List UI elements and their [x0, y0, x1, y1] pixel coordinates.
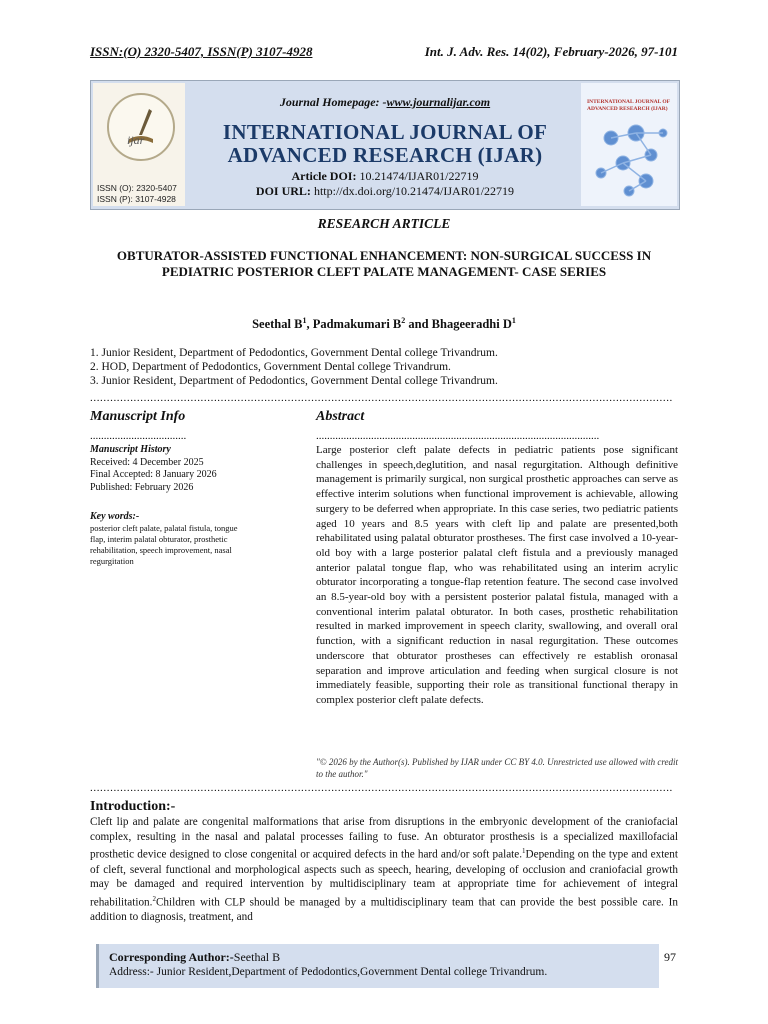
issn-header: ISSN:(O) 2320-5407, ISSN(P) 3107-4928	[90, 44, 313, 59]
article-title: OBTURATOR-ASSISTED FUNCTIONAL ENHANCEMENT: NON-SURGICAL SUCCESS IN PEDIATRIC POSTERIOR CLEFT PALATE MANAGEMENT- CASE SERIES	[116, 248, 652, 279]
article-type: RESEARCH ARTICLE	[317, 216, 451, 231]
journal-banner	[90, 80, 680, 210]
author: Padmakumari B	[312, 317, 402, 332]
running-header	[90, 44, 678, 60]
received-date: Received: 4 December 2025	[90, 456, 204, 468]
author: Bhageeradhi D	[431, 317, 512, 332]
doi-url-link[interactable]: http://dx.doi.org/10.21474/IJAR01/22719	[313, 184, 515, 198]
journal-title: INTERNATIONAL JOURNAL OF ADVANCED RESEARCH (IJAR)	[222, 120, 548, 167]
author: Seethal B	[252, 317, 303, 332]
keywords-heading: Key words:-	[90, 511, 140, 522]
abstract-text: Large posterior cleft palate defects in pediatric patients pose significant challenges in speech,deglutition, and nasal regurgitation. Although definitive management is primarily surgical, non surgical prosthetic approaches can serve as effective interim solutions when functional improvement is achievable, allowing surgery to be deferred when appropriate. In this case series, two pediatric patients aged 10 years and 8.5 years with cleft lip and palate are presented,both rehabilitated using palatal obturator prostheses. The first case involved a 10-year-old boy with a large posterior palatal cleft fistula and a previously managed anterior palatal tongue flap, who was rehabilitated using an interim acrylic obturator incorporating a tongue-flap retention feature. The second case involved an 8.5-year-old boy with a persistent posterior palatal fistula, managed with a conventional interim palatal obturator. In both cases, prosthetic rehabilitation resulted in marked improvement in speech clarity, swallowing, and overall oral function, with a significant reduction in nasal regurgitation. These outcomes underscore that obturator prostheses can effectively re establish oronasal separation and improve articulation and feeding when surgical closure is not immediately feasible, supporting their role as transitional functional therapy in complex posterior cleft palate defects.	[316, 444, 678, 706]
author-list: Seethal $B^1$, Padmakumari $B^2$ and Bhageeradhi $D^1$	[252, 316, 516, 332]
journal-reference: Int. J. Adv. Res. 14(02), February-2026, 97-101	[424, 44, 678, 59]
manuscript-info-heading: Manuscript Info	[90, 409, 186, 424]
introduction-text: Cleft lip and palate are congenital malformations that arise from disruptions in the embryonic development of the craniofacial complex, resulting in the nasal and palatal processes failing to fuse. An obturator prosthesis is a specialized maxillofacial prosthetic device designed to close congenital or acquired defects in the hard and/or soft palate.$^1$Depending on the type and extent of cleft, several functional and morphological aspects such as speech, hearing, developing of occlusion and craniofacial growth may be damaged and required intervention by multidisciplinary team at appropriate time for achievement of integral rehabilitation.$^2$Children with CLP should be managed by a multidisciplinary team that can provide the best possible care. In addition to diagnosis, treatment, and	[90, 816, 678, 924]
doi-block: Article DOI: 10.21474/IJAR01/22719 DOI URL: http://dx.doi.org/10.21474/IJAR01/22719	[255, 169, 515, 198]
corresponding-author: Corresponding Author:-Seethal B	[109, 950, 281, 964]
dotted-divider: ...................................	[90, 430, 187, 442]
affiliation: 2. HOD, Department of Pedodontics, Government Dental college Trivandrum.	[90, 361, 451, 373]
doi-value: 10.21474/IJAR01/22719	[359, 169, 479, 183]
accepted-date: Final Accepted: 8 January 2026	[90, 469, 217, 480]
dotted-divider: ..............................................................................................................................................................................	[90, 782, 673, 794]
affiliations	[90, 346, 678, 388]
abstract-heading: Abstract	[316, 409, 365, 424]
author-address: Address:- Junior Resident,Department of Pedodontics,Government Dental college Trivandrum.	[109, 966, 548, 978]
molecule-graphic-icon	[581, 83, 677, 206]
affiliation: 3. Junior Resident, Department of Pedodontics, Government Dental college Trivandrum.	[90, 375, 498, 387]
homepage-link[interactable]: www.journalijar.com	[386, 95, 491, 109]
published-date: Published: February 2026	[90, 481, 194, 493]
page-number: 97	[664, 950, 676, 964]
license-note: "© 2026 by the Author(s). Published by IJAR under CC BY 4.0. Unrestricted use allowed with credit to the author."	[316, 757, 678, 779]
logo-issn: ISSN (O): 2320-5407 ISSN (P): 3107-4928	[97, 183, 177, 204]
corresponding-author-box	[96, 944, 659, 988]
introduction-heading: Introduction:-	[90, 799, 176, 814]
affiliation: 1. Junior Resident, Department of Pedodontics, Government Dental college Trivandrum.	[90, 347, 498, 359]
manuscript-history: Manuscript History Received: 4 December 2025 Final Accepted: 8 January 2026 Published: February 2026	[90, 444, 250, 494]
dotted-divider: .......................................................................................................	[316, 430, 600, 442]
journal-homepage: Journal Homepage: -www.journalijar.com	[279, 95, 491, 109]
logo-text: ijar	[127, 133, 145, 147]
journal-cover-thumbnail	[581, 83, 677, 206]
cover-title: INTERNATIONAL JOURNAL OF ADVANCED RESEARCH (IJAR)	[587, 99, 670, 112]
dotted-divider: ..............................................................................................................................................................................	[90, 392, 673, 404]
keywords: posterior cleft palate, palatal fistula, tongue flap, interim palatal obturator, prosthetic rehabilitation, speech improvement, nasal regurgitation	[90, 523, 238, 566]
